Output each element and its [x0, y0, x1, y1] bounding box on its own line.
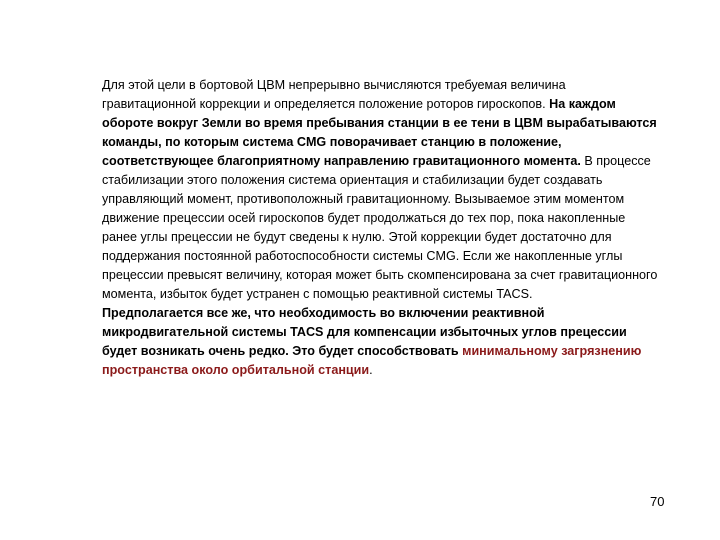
paragraph-1-intro: Для этой цели в бортовой ЦВМ непрерывно вычисляются требуемая величина гравитационной коррекции и определяется положение роторов гироскопов. [102, 78, 566, 111]
paragraph-2-bold: Предполагается все же, что необходимость во включении реактивной микродвигательной системы TACS для компенсации избыточных углов прецессии будет возникать очень редко. Это будет способствовать [102, 306, 627, 358]
slide-body [102, 76, 662, 380]
paragraph-2-highlight: минимальному загрязнению пространства около орбитальной станции [102, 344, 642, 377]
paragraph-1-bold: На каждом обороте вокруг Земли во время пребывания станции в ее тени в ЦВМ вырабатываются команды, по которым система CMG поворачивает станцию в положение, соответствующее благоприятному направлению гравитационного момента. [102, 97, 657, 168]
paragraph-2-end: . [369, 363, 373, 377]
paragraph-1-rest: В процессе стабилизации этого положения система ориентация и стабилизации будет создавать управляющий момент, противоположный гравитационному. Вызываемое этим моментом движение прецессии осей гироскопов будет продолжаться до тех пор, пока накопленные ранее углы прецессии не будут сведены к нулю. Этой коррекции будет достаточно для поддержания постоянной работоспособности системы CMG. Если же накопленные углы прецессии превысят величину, которая может быть скомпенсирована за счет гравитационного момента, избыток будет устранен с помощью реактивной системы TACS. [102, 154, 658, 301]
paragraph-2 [102, 304, 662, 380]
paragraph-1 [102, 76, 662, 304]
page-number: 70 [650, 494, 665, 509]
